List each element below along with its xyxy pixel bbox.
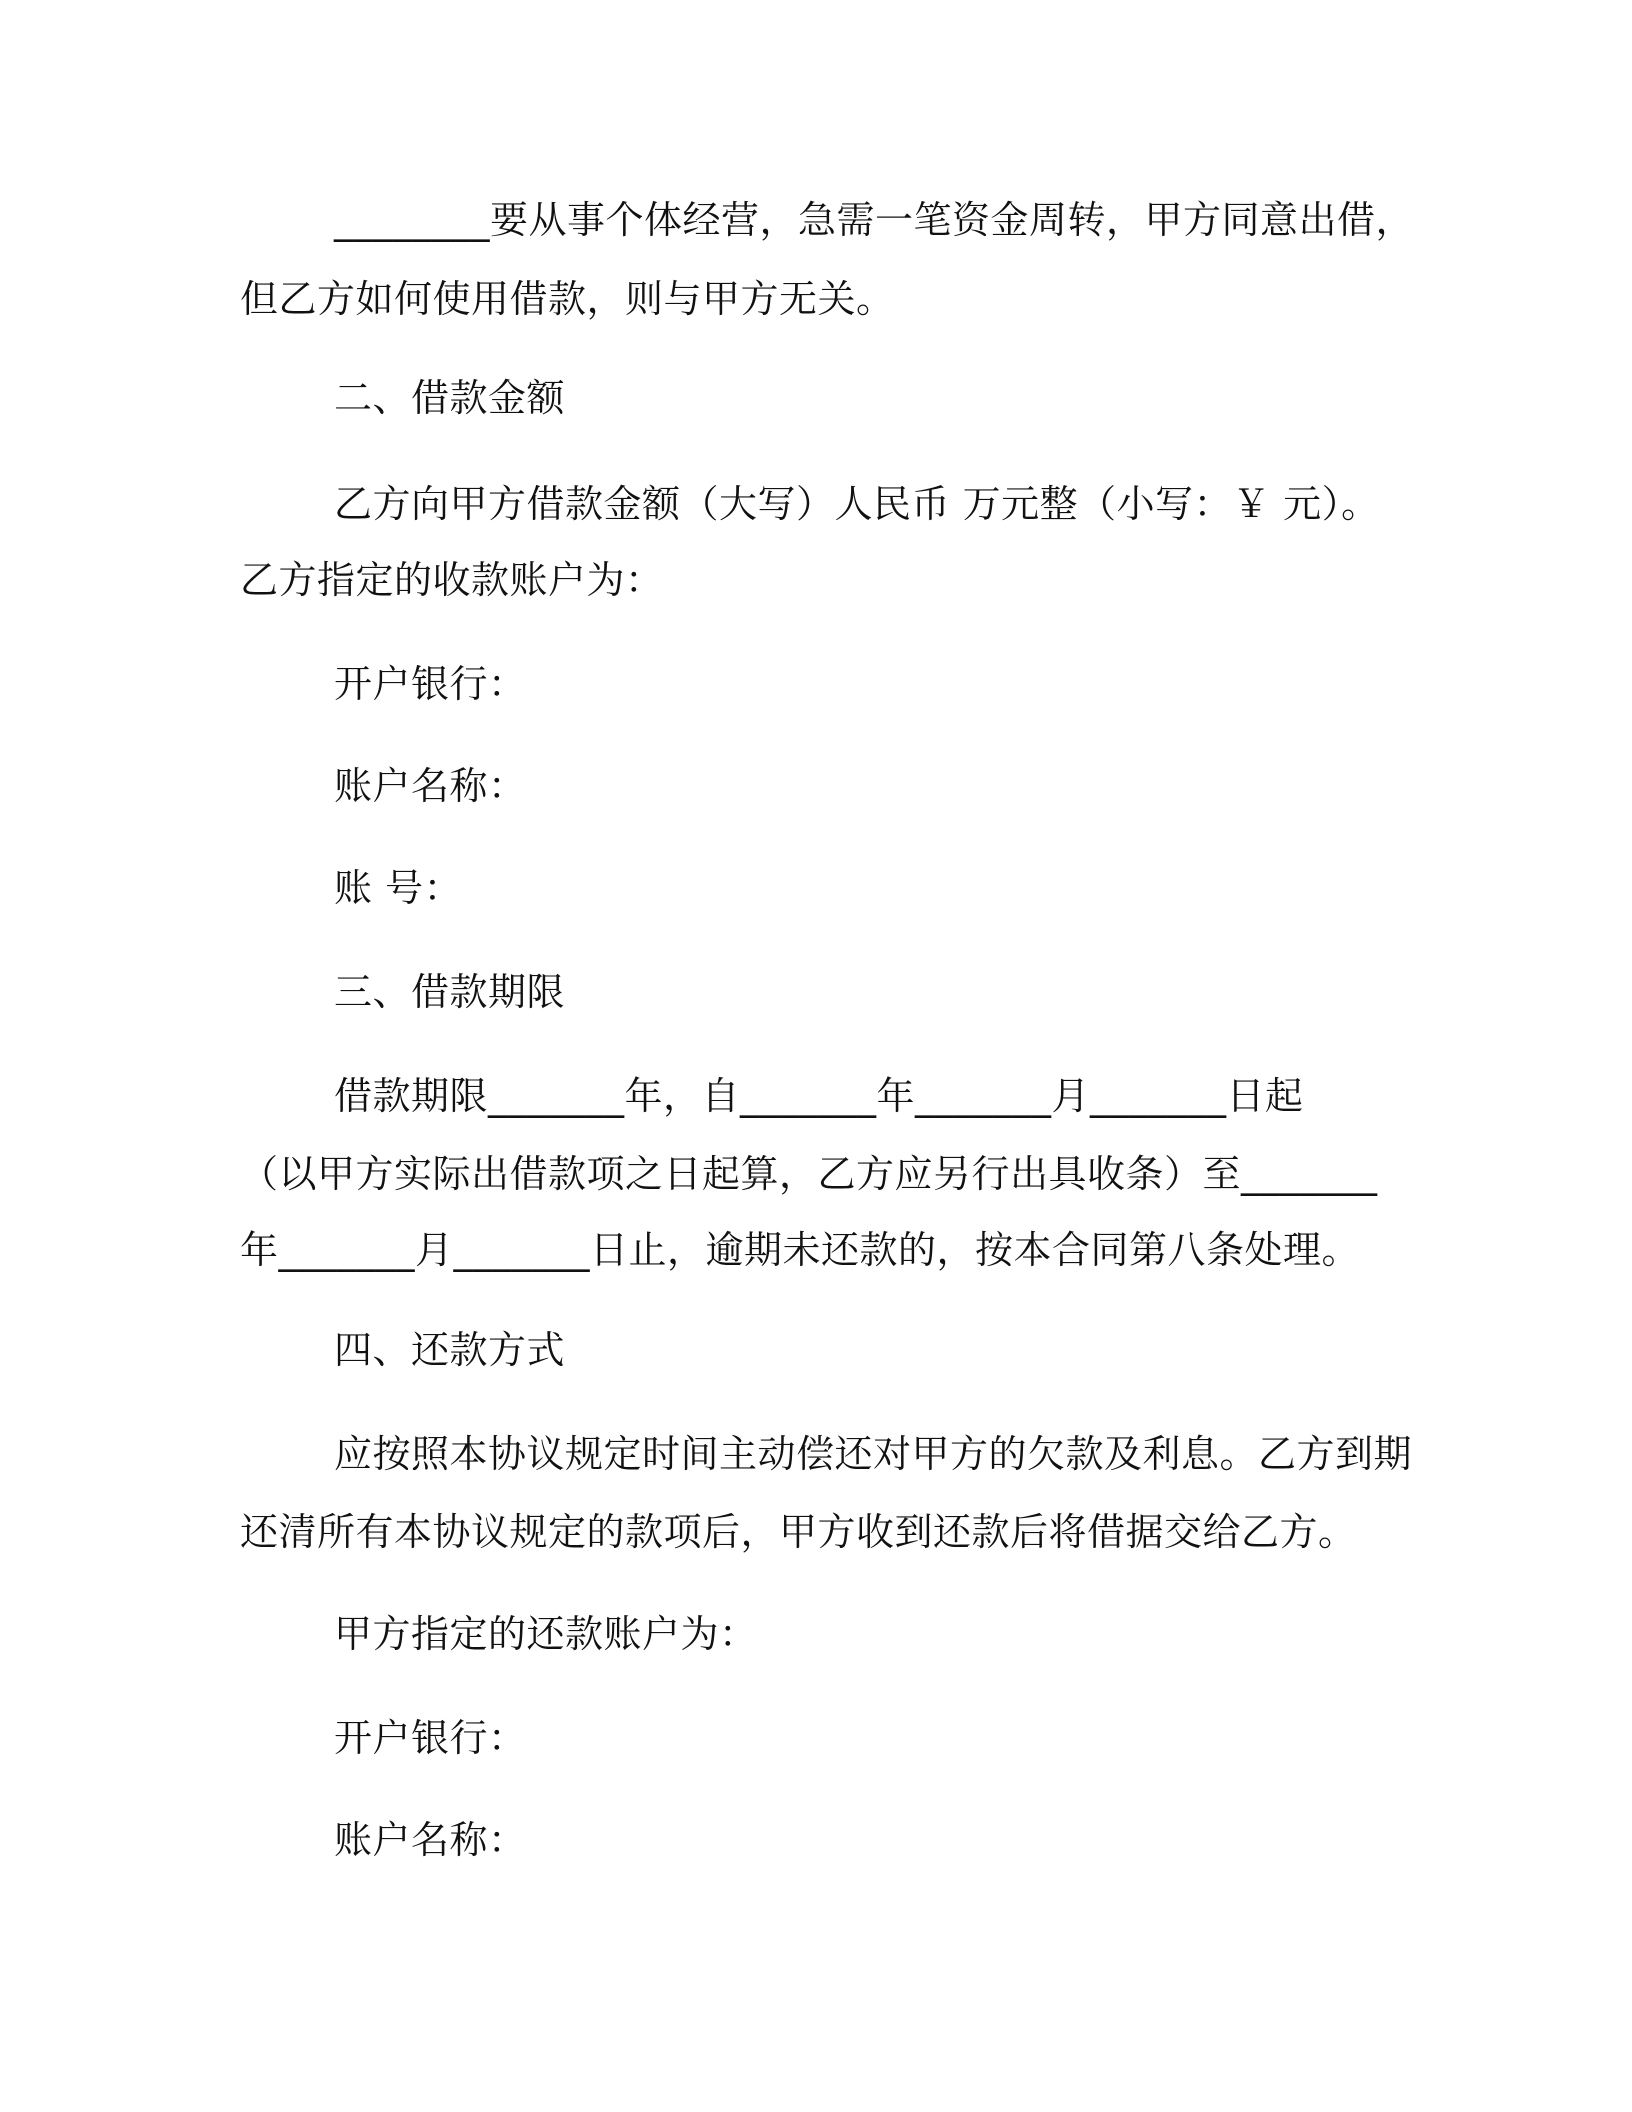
paragraph-amount-line-2: 乙方指定的收款账户为： bbox=[240, 558, 664, 602]
repayment-account-intro: 甲方指定的还款账户为： bbox=[334, 1612, 758, 1656]
paragraph-repayment-line-2: 还清所有本协议规定的款项后，甲方收到还款后将借据交给乙方。 bbox=[240, 1510, 1357, 1554]
section-heading-repayment-method: 四、还款方式 bbox=[334, 1328, 566, 1372]
receiving-bank-label: 开户银行： bbox=[334, 662, 527, 706]
paragraph-purpose-line-2: 但乙方如何使用借款，则与甲方无关。 bbox=[240, 277, 895, 321]
paragraph-amount-line-1: 乙方向甲方借款金额（大写）人民币 万元整（小写：￥ 元）。 bbox=[334, 482, 1380, 526]
receiving-account-number-label: 账 号： bbox=[334, 866, 463, 910]
section-heading-loan-amount: 二、借款金额 bbox=[334, 376, 566, 420]
section-heading-loan-term: 三、借款期限 bbox=[334, 970, 566, 1014]
paragraph-term-line-1: 借款期限_______年，自_______年_______月_______日起 bbox=[334, 1074, 1304, 1118]
repayment-bank-label: 开户银行： bbox=[334, 1716, 527, 1760]
receiving-account-name-label: 账户名称： bbox=[334, 764, 527, 808]
repayment-account-name-label: 账户名称： bbox=[334, 1818, 527, 1862]
paragraph-term-line-2: （以甲方实际出借款项之日起算，乙方应另行出具收条）至_______ bbox=[240, 1152, 1378, 1196]
paragraph-repayment-line-1: 应按照本协议规定时间主动偿还对甲方的欠款及利息。乙方到期 bbox=[334, 1432, 1413, 1476]
paragraph-term-line-3: 年_______月_______日止，逾期未还款的，按本合同第八条处理。 bbox=[240, 1228, 1361, 1272]
paragraph-purpose-line-1: ________要从事个体经营，急需一笔资金周转，甲方同意出借， bbox=[334, 198, 1415, 242]
